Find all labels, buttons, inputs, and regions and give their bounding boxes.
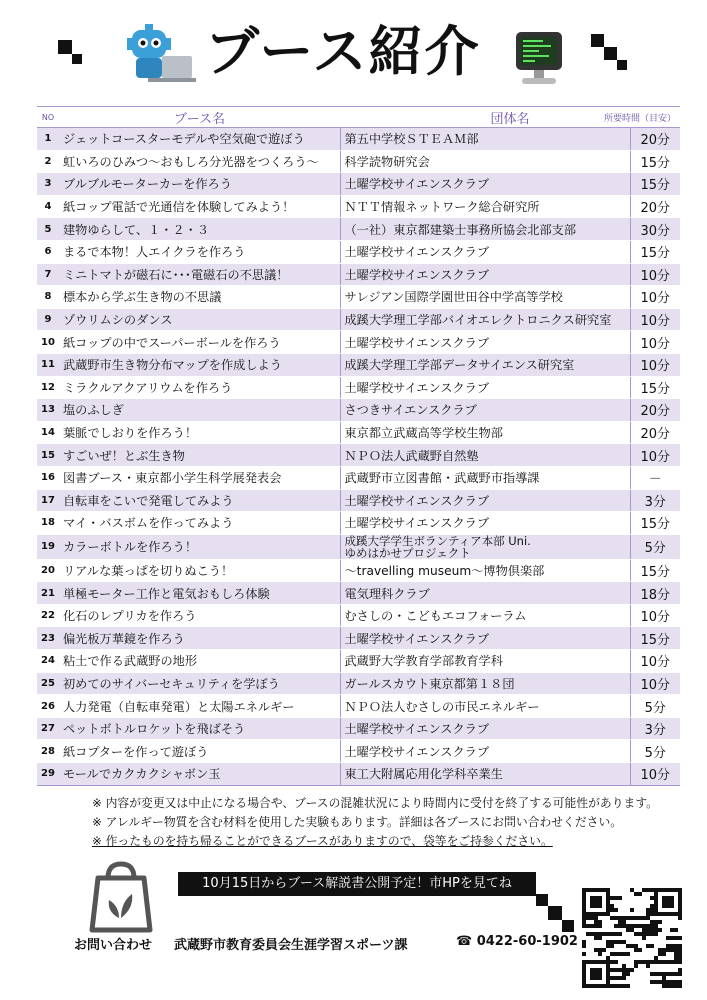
table-row bbox=[37, 582, 680, 605]
booth-name: すごいぜ！とぶ生き物 bbox=[59, 444, 340, 467]
booth-table bbox=[37, 106, 680, 786]
table-row bbox=[37, 650, 680, 673]
table-row bbox=[37, 444, 680, 467]
booth-name: ジェットコースターモデルや空気砲で遊ぼう bbox=[59, 128, 340, 151]
table-row bbox=[37, 489, 680, 512]
time-cell: 20分 bbox=[630, 128, 680, 151]
booth-name: 単極モーター工作と電気おもしろ体験 bbox=[59, 582, 340, 605]
table-row bbox=[37, 353, 680, 376]
deco-square bbox=[617, 60, 627, 70]
time-cell: 10分 bbox=[630, 331, 680, 354]
org-cell: 東京都立武蔵高等学校生物部 bbox=[340, 421, 630, 444]
table-row bbox=[37, 421, 680, 444]
deco-square bbox=[58, 40, 72, 54]
booth-name: 初めてのサイバーセキュリティを学ぼう bbox=[59, 672, 340, 695]
row-number: 3 bbox=[37, 173, 59, 196]
time-cell: 3分 bbox=[630, 489, 680, 512]
booth-name: 葉脈でしおりを作ろう！ bbox=[59, 421, 340, 444]
org-cell: 土曜学校サイエンスクラブ bbox=[340, 489, 630, 512]
booth-name: 図書ブース・東京都小学生科学展発表会 bbox=[59, 466, 340, 489]
announcement-banner: 10月15日からブース解説書公開予定！市HPを見てね bbox=[178, 872, 536, 896]
row-number: 27 bbox=[37, 717, 59, 740]
org-cell: ＮＴＴ情報ネットワーク総合研究所 bbox=[340, 195, 630, 218]
org-cell: さつきサイエンスクラブ bbox=[340, 399, 630, 422]
booth-name: モールでカクカクシャボン玉 bbox=[59, 763, 340, 786]
table-row bbox=[37, 286, 680, 309]
time-cell: 20分 bbox=[630, 399, 680, 422]
org-cell: 第五中学校ＳＴＥＡＭ部 bbox=[340, 128, 630, 151]
eco-bag-icon bbox=[88, 860, 154, 934]
table-row bbox=[37, 512, 680, 535]
row-number: 1 bbox=[37, 128, 59, 151]
row-number: 4 bbox=[37, 195, 59, 218]
booth-name: まるで本物！人エイクラを作ろう bbox=[59, 240, 340, 263]
table-row bbox=[37, 263, 680, 286]
time-cell: 15分 bbox=[630, 240, 680, 263]
row-number: 22 bbox=[37, 604, 59, 627]
row-number: 24 bbox=[37, 650, 59, 673]
row-number: 2 bbox=[37, 150, 59, 173]
table-row bbox=[37, 695, 680, 718]
row-number: 26 bbox=[37, 695, 59, 718]
time-cell: 10分 bbox=[630, 763, 680, 786]
time-cell: 10分 bbox=[630, 308, 680, 331]
notes bbox=[92, 794, 682, 851]
contact-label: お問い合わせ bbox=[74, 938, 153, 953]
deco-square bbox=[536, 894, 548, 906]
table-row bbox=[37, 240, 680, 263]
deco-square bbox=[548, 906, 562, 920]
booth-name: 建物ゆらして、１・２・３ bbox=[59, 218, 340, 241]
note-item: ※ 作ったものを持ち帰ることができるブースがありますので、袋等をご持参ください。 bbox=[92, 834, 553, 848]
org-cell: 土曜学校サイエンスクラブ bbox=[340, 240, 630, 263]
booth-name: 化石のレプリカを作ろう bbox=[59, 604, 340, 627]
time-cell: 10分 bbox=[630, 444, 680, 467]
table-row bbox=[37, 128, 680, 151]
org-cell: 土曜学校サイエンスクラブ bbox=[340, 173, 630, 196]
column-header-no: NO bbox=[37, 107, 59, 128]
org-cell: 土曜学校サイエンスクラブ bbox=[340, 376, 630, 399]
time-cell: 10分 bbox=[630, 263, 680, 286]
org-cell: 土曜学校サイエンスクラブ bbox=[340, 331, 630, 354]
table-row bbox=[37, 331, 680, 354]
row-number: 21 bbox=[37, 582, 59, 605]
org-cell: ～travelling museum～博物倶楽部 bbox=[340, 559, 630, 582]
org-cell: 成蹊大学理工学部バイオエレクトロニクス研究室 bbox=[340, 308, 630, 331]
booth-name: 標本から学ぶ生き物の不思議 bbox=[59, 286, 340, 309]
org-cell: 武蔵野市立図書館・武蔵野市指導課 bbox=[340, 466, 630, 489]
time-cell: 5分 bbox=[630, 534, 680, 559]
table-row bbox=[37, 308, 680, 331]
header bbox=[0, 0, 707, 100]
org-cell: ガールスカウト東京都第１８団 bbox=[340, 672, 630, 695]
row-number: 9 bbox=[37, 308, 59, 331]
time-cell: 3分 bbox=[630, 717, 680, 740]
column-header-org bbox=[340, 107, 680, 128]
column-header-booth: ブース名 bbox=[59, 107, 340, 128]
table-row bbox=[37, 534, 680, 559]
org-cell: 土曜学校サイエンスクラブ bbox=[340, 627, 630, 650]
booth-name: 武蔵野市生き物分布マップを作成しよう bbox=[59, 353, 340, 376]
row-number: 25 bbox=[37, 672, 59, 695]
note-item: ※ アレルギー物質を含む材料を使用した実験もあります。詳細は各ブースにお問い合わせください。 bbox=[92, 815, 623, 829]
org-line: ゆめはかせプロジェクト bbox=[344, 545, 471, 560]
time-cell: 15分 bbox=[630, 376, 680, 399]
org-cell: ＮＰＯ法人むさしの市民エネルギー bbox=[340, 695, 630, 718]
row-number: 7 bbox=[37, 263, 59, 286]
row-number: 15 bbox=[37, 444, 59, 467]
row-number: 14 bbox=[37, 421, 59, 444]
booth-name: 粘土で作る武蔵野の地形 bbox=[59, 650, 340, 673]
time-cell: 15分 bbox=[630, 150, 680, 173]
time-cell: 15分 bbox=[630, 559, 680, 582]
row-number: 20 bbox=[37, 559, 59, 582]
org-cell: ＮＰＯ法人武蔵野自然塾 bbox=[340, 444, 630, 467]
table-row bbox=[37, 604, 680, 627]
time-cell: 10分 bbox=[630, 286, 680, 309]
org-cell: 武蔵野大学教育学部教育学科 bbox=[340, 650, 630, 673]
booth-name: ペットボトルロケットを飛ばそう bbox=[59, 717, 340, 740]
time-cell: － bbox=[630, 466, 680, 489]
department-name: 武蔵野市教育委員会生涯学習スポーツ課 bbox=[174, 938, 408, 953]
org-cell: 土曜学校サイエンスクラブ bbox=[340, 512, 630, 535]
org-cell bbox=[340, 534, 630, 559]
deco-square bbox=[562, 920, 574, 932]
org-cell: 成蹊大学理工学部データサイエンス研究室 bbox=[340, 353, 630, 376]
booth-name: ミニトマトが磁石に･･･電磁石の不思議！ bbox=[59, 263, 340, 286]
row-number: 10 bbox=[37, 331, 59, 354]
booth-name: 塩のふしぎ bbox=[59, 399, 340, 422]
row-number: 6 bbox=[37, 240, 59, 263]
time-cell: 15分 bbox=[630, 627, 680, 650]
column-header-time: 所要時間（目安） bbox=[604, 114, 677, 124]
booth-name: 自転車をこいで発電してみよう bbox=[59, 489, 340, 512]
row-number: 28 bbox=[37, 740, 59, 763]
table-row bbox=[37, 150, 680, 173]
row-number: 23 bbox=[37, 627, 59, 650]
booth-name: ゾウリムシのダンス bbox=[59, 308, 340, 331]
booth-name: 虹いろのひみつ～おもしろ分光器をつくろう～ bbox=[59, 150, 340, 173]
table-row bbox=[37, 672, 680, 695]
table-row bbox=[37, 740, 680, 763]
time-cell: 20分 bbox=[630, 421, 680, 444]
row-number: 29 bbox=[37, 763, 59, 786]
booth-name: ミラクルアクアリウムを作ろう bbox=[59, 376, 340, 399]
row-number: 18 bbox=[37, 512, 59, 535]
time-cell: 10分 bbox=[630, 650, 680, 673]
org-cell: 科学読物研究会 bbox=[340, 150, 630, 173]
qr-code bbox=[582, 888, 682, 988]
booth-name: ブルブルモーターカーを作ろう bbox=[59, 173, 340, 196]
computer-code-icon bbox=[510, 28, 570, 92]
org-cell: むさしの・こどもエコフォーラム bbox=[340, 604, 630, 627]
time-cell: 10分 bbox=[630, 672, 680, 695]
booth-name: カラーボトルを作ろう！ bbox=[59, 534, 340, 559]
booth-name: マイ・バスボムを作ってみよう bbox=[59, 512, 340, 535]
row-number: 5 bbox=[37, 218, 59, 241]
table-row bbox=[37, 218, 680, 241]
table-row bbox=[37, 466, 680, 489]
org-cell: 土曜学校サイエンスクラブ bbox=[340, 740, 630, 763]
row-number: 8 bbox=[37, 286, 59, 309]
deco-square bbox=[591, 34, 604, 47]
time-cell: 10分 bbox=[630, 604, 680, 627]
time-cell: 5分 bbox=[630, 695, 680, 718]
time-cell: 10分 bbox=[630, 353, 680, 376]
table-row bbox=[37, 173, 680, 196]
org-cell: 電気理科クラブ bbox=[340, 582, 630, 605]
row-number: 17 bbox=[37, 489, 59, 512]
org-cell: 土曜学校サイエンスクラブ bbox=[340, 717, 630, 740]
time-cell: 5分 bbox=[630, 740, 680, 763]
row-number: 16 bbox=[37, 466, 59, 489]
booth-name: 偏光板万華鏡を作ろう bbox=[59, 627, 340, 650]
time-cell: 30分 bbox=[630, 218, 680, 241]
org-cell: サレジアン国際学園世田谷中学高等学校 bbox=[340, 286, 630, 309]
row-number: 12 bbox=[37, 376, 59, 399]
page-title: ブース紹介 bbox=[205, 20, 481, 83]
phone-number: ☎ 0422-60-1902 bbox=[456, 934, 578, 949]
table-row bbox=[37, 627, 680, 650]
row-number: 11 bbox=[37, 353, 59, 376]
table-row bbox=[37, 195, 680, 218]
time-cell: 20分 bbox=[630, 195, 680, 218]
table-header bbox=[37, 107, 680, 128]
deco-square bbox=[604, 47, 617, 60]
time-cell: 15分 bbox=[630, 512, 680, 535]
table-row bbox=[37, 399, 680, 422]
note-item: ※ 内容が変更又は中止になる場合や、ブースの混雑状況により時間内に受付を終了する可能性があります。 bbox=[92, 796, 658, 810]
booth-name: 紙コップ電話で光通信を体験してみよう！ bbox=[59, 195, 340, 218]
org-cell: 東工大附属応用化学科卒業生 bbox=[340, 763, 630, 786]
deco-square bbox=[72, 54, 82, 64]
booth-name: リアルな葉っぱを切りぬこう！ bbox=[59, 559, 340, 582]
table-row bbox=[37, 559, 680, 582]
org-cell: （一社）東京都建築士事務所協会北部支部 bbox=[340, 218, 630, 241]
robot-laptop-icon bbox=[118, 24, 196, 88]
booth-name: 紙コップの中でスーパーボールを作ろう bbox=[59, 331, 340, 354]
column-header-org-label: 団体名 bbox=[490, 111, 530, 127]
time-cell: 15分 bbox=[630, 173, 680, 196]
table-row bbox=[37, 763, 680, 786]
time-cell: 18分 bbox=[630, 582, 680, 605]
booth-name: 紙コプターを作って遊ぼう bbox=[59, 740, 340, 763]
org-line: 成蹊大学学生ボランティア本部 Uni. bbox=[344, 534, 531, 548]
table-row bbox=[37, 376, 680, 399]
row-number: 19 bbox=[37, 534, 59, 559]
org-cell: 土曜学校サイエンスクラブ bbox=[340, 263, 630, 286]
booth-name: 人力発電（自転車発電）と太陽エネルギー bbox=[59, 695, 340, 718]
row-number: 13 bbox=[37, 399, 59, 422]
table-row bbox=[37, 717, 680, 740]
